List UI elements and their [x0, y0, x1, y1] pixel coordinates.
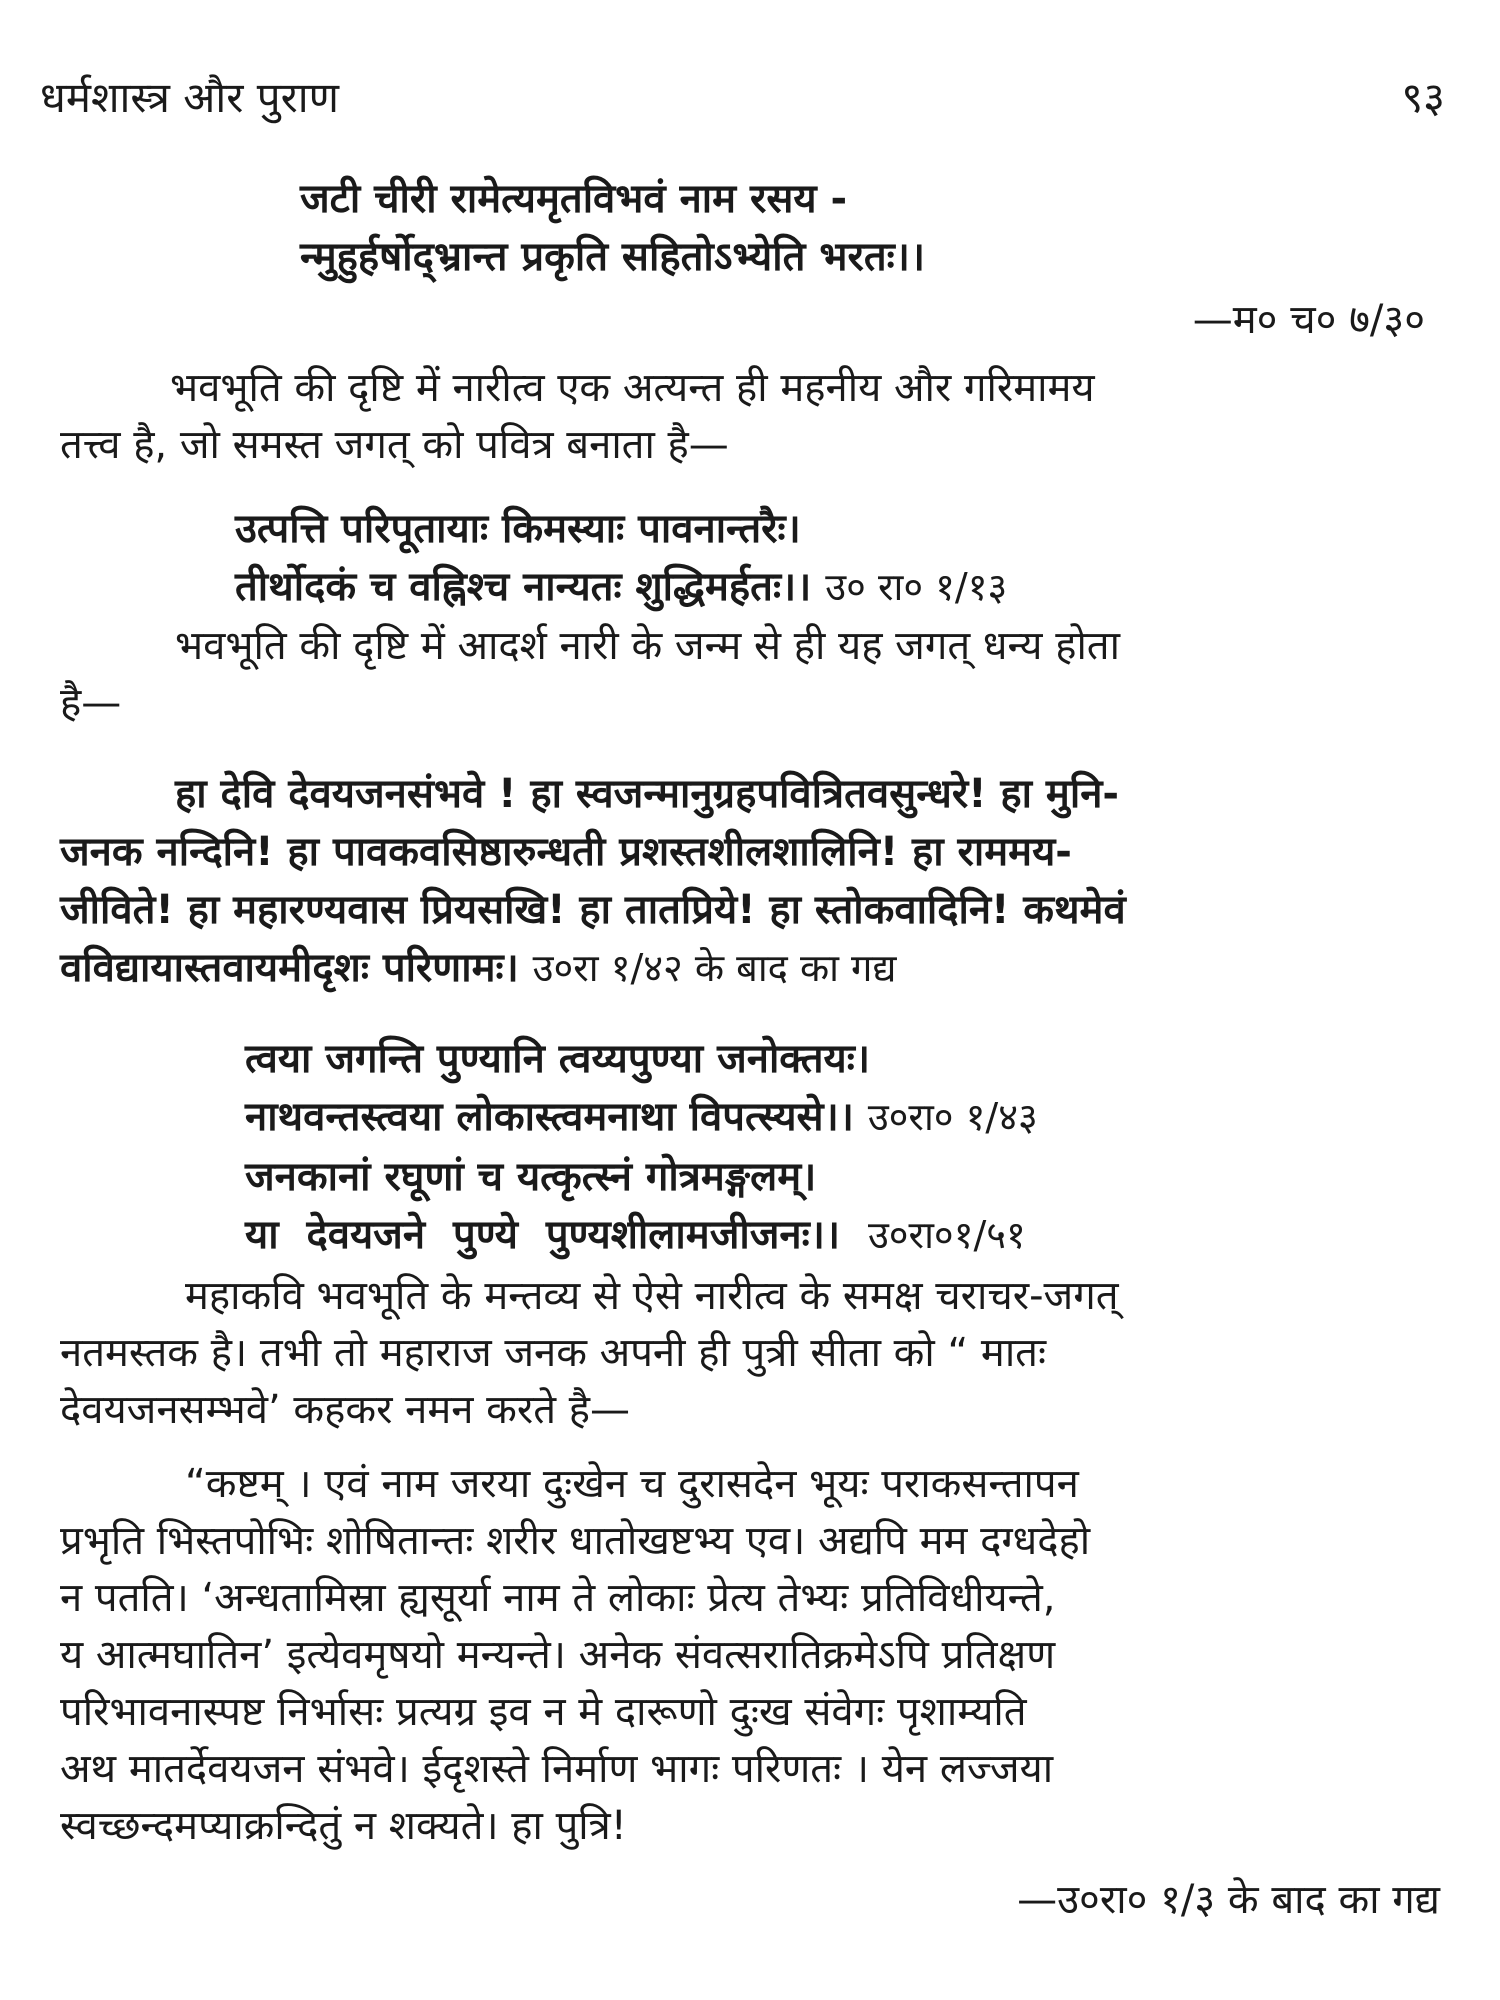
lament-line-2: जनक नन्दिनि! हा पावकवसिष्ठारुन्धती प्रशस्तशीलशालिनि! हा राममय- — [60, 829, 1072, 875]
verse-2 — [235, 500, 1440, 616]
paragraph-3 — [60, 1268, 1440, 1439]
lament-prose — [60, 765, 1440, 997]
verse-2-line-2 — [235, 558, 1440, 616]
verse-4-line-1: जनकानां रघूणां च यत्कृत्स्नं गोत्रमङ्गलम्। — [245, 1154, 817, 1200]
quote-line-5: परिभावनास्पष्ट निर्भासः प्रत्यग्र इव न मे दारूणो दुःख संवेगः पृशाम्यति — [60, 1689, 1027, 1735]
quote-line-3: न पतति। ‘अन्धतामिस्रा ह्यसूर्या नाम ते लोकाः प्रेत्य तेभ्यः प्रतिविधीयन्ते, — [60, 1575, 1056, 1621]
verse-3-line-2-text: नाथवन्तस्त्वया लोकास्त्वमनाथा विपत्स्यसे।। — [245, 1094, 854, 1140]
verse-4-reference: उ०रा०१/५१ — [867, 1213, 1026, 1257]
lament-line-3: जीविते! हा महारण्यवास प्रियसखि! हा तातप्रिये! हा स्तोकवादिनि! कथमेवं — [60, 887, 1126, 933]
verse-3-line-2 — [245, 1088, 1440, 1146]
verse-1-reference: —म० च० ७/३० — [1192, 297, 1425, 343]
verse-2-line-1: उत्पत्ति परिपूतायाः किमस्याः पावनान्तरैः। — [235, 506, 801, 552]
lament-reference: उ०रा १/४२ के बाद का गद्य — [532, 946, 897, 990]
running-head — [40, 68, 1445, 128]
quote-reference: —उ०रा० १/३ के बाद का गद्य — [1017, 1877, 1440, 1923]
verse-4-line-2 — [245, 1206, 1440, 1264]
verse-4 — [245, 1148, 1440, 1264]
verse-3 — [245, 1030, 1440, 1146]
verse-3-line-1: त्वया जगन्ति पुण्यानि त्वय्यपुण्या जनोक्तयः। — [245, 1036, 870, 1082]
quote-line-4: य आत्मघातिन’ इत्येवमृषयो मन्यन्ते। अनेक संवत्सरातिक्रमेऽपि प्रतिक्षण — [60, 1632, 1056, 1678]
verse-4-line-2-text: या देवयजने पुण्ये पुण्यशीलामजीजनः।। — [245, 1212, 841, 1258]
verse-3-reference: उ०रा० १/४३ — [867, 1095, 1038, 1139]
quote-line-1: “कष्टम् । एवं नाम जरया दुःखेन च दुरासदेन भूयः पराकसन्तापन — [185, 1461, 1079, 1507]
paragraph-2 — [60, 618, 1440, 732]
verse-2-line-2-text: तीर्थोदकं च वह्निश्च नान्यतः शुद्धिमर्हतः।। — [235, 564, 812, 610]
paragraph-1 — [60, 360, 1440, 474]
quoted-prose — [60, 1456, 1440, 1855]
paragraph-2-line-1: भवभूति की दृष्टि में आदर्श नारी के जन्म से ही यह जगत् धन्य होता — [175, 623, 1120, 669]
paragraph-1-line-2: तत्त्व है, जो समस्त जगत् को पवित्र बनाता है— — [60, 422, 729, 468]
paragraph-1-line-1: भवभूति की दृष्टि में नारीत्व एक अत्यन्त ही महनीय और गरिमामय — [170, 365, 1095, 411]
verse-1 — [300, 170, 1440, 286]
paragraph-2-line-2: है— — [60, 680, 122, 726]
verse-1-line-2: न्मुहुर्हर्षोद्भ्रान्त प्रकृति सहितोऽभ्येति भरतः।। — [300, 234, 926, 280]
quote-line-7: स्वच्छन्दमप्याक्रन्दितुं न शक्यते। हा पुत्रि! — [60, 1803, 627, 1849]
paragraph-3-line-1: महाकवि भवभूति के मन्तव्य से ऐसे नारीत्व के समक्ष चराचर-जगत् — [185, 1273, 1119, 1319]
running-title: धर्मशास्त्र और पुराण — [40, 73, 340, 122]
quote-line-2: प्रभृति भिस्तपोभिः शोषितान्तः शरीर धातोखष्टभ्य एव। अद्यपि मम दग्धदेहो — [60, 1518, 1091, 1564]
paragraph-3-line-2: नतमस्तक है। तभी तो महाराज जनक अपनी ही पुत्री सीता को “ मातः — [60, 1330, 1047, 1376]
verse-1-line-1: जटी चीरी रामेत्यमृतविभवं नाम रसय - — [300, 176, 848, 222]
page-number: ९३ — [1401, 73, 1445, 122]
lament-line-4 — [60, 939, 1440, 997]
lament-line-4-text: वविद्यायास्तवायमीदृशः परिणामः। — [60, 945, 519, 991]
quote-line-6: अथ मातर्देवयजन संभवे। ईदृशस्ते निर्माण भागः परिणतः । येन लज्जया — [60, 1746, 1054, 1792]
lament-line-1: हा देवि देवयजनसंभवे ! हा स्वजन्मानुग्रहपवित्रितवसुन्धरे! हा मुनि- — [175, 771, 1120, 817]
verse-2-reference: उ० रा० १/१३ — [825, 565, 1008, 609]
paragraph-3-line-3: देवयजनसम्भवे’ कहकर नमन करते है— — [60, 1387, 631, 1433]
